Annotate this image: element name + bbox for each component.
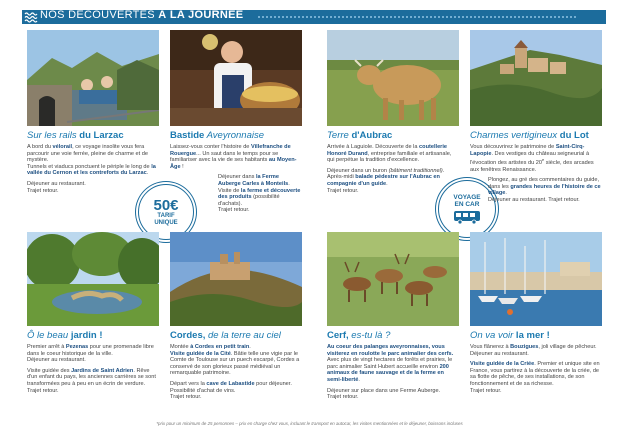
card-title: Cerf, es-tu là ?	[327, 330, 391, 341]
page-title	[40, 9, 243, 21]
photo-chef	[170, 30, 302, 126]
card-cerf	[327, 232, 459, 405]
photo-deer	[327, 232, 459, 326]
header-dots	[258, 10, 576, 24]
card-title: Sur les rails du Larzac	[27, 130, 124, 141]
card-title: Cordes, de la terre au ciel	[170, 330, 281, 341]
card-text: A bord du vélorail, ce voyage insolite vous fera parcourir une voie ferrée, pleine de charme et de mystère. Tunnels et viaducs ponctuent le périple le long de la vallée du Cernon et les contreforts du Larzac. Déjeuner au restaurant. Trajet retour.	[27, 144, 156, 194]
bus-icon	[453, 210, 481, 224]
photo-velorail	[27, 30, 159, 126]
price-label-2: UNIQUE	[154, 219, 178, 226]
title-suffix: À LA JOURNÉE	[158, 9, 244, 21]
title-prefix: NOS DÉCOUVERTES	[40, 9, 155, 21]
card-text: Laissez-vous conter l'histoire de Villefranche de Rouergue... Un saut dans le temps pour se familiariser avec la vie de ses habitants au Moyen-Âge ! Déjeuner dans la Ferme Auberge Carles à Monteils. Visite de la ferme et découverte des produits (possibilité d'achats). Trajet retour.	[170, 144, 301, 214]
card-villefranche	[170, 30, 302, 218]
photo-village	[470, 30, 602, 126]
card-jardin	[27, 232, 159, 398]
card-title: Bastide Aveyronnaise	[170, 130, 265, 141]
card-cordes	[170, 232, 302, 405]
photo-garden	[27, 232, 159, 326]
card-text: Montée à Cordes en petit train. Visite guidée de la Cité. Bâtie telle une vigie par le Comte de Toulouse sur un puech escarpé, Cordes a conservé de son glorieux passé médiéval un remarquable patrimoine. Départ vers la cave de Labastide pour déjeuner. Possibilité d'achat de vins. Trajet retour.	[170, 344, 300, 401]
footnote: *prix pour un minimum de 25 personnes – prix en charge chez vous, incluant le transport en autocar, les visites mentionnées et le déjeuner, boissons incluses	[156, 421, 463, 426]
bus-label: VOYAGE	[453, 194, 481, 201]
photo-cordes	[170, 232, 302, 326]
card-larzac	[27, 30, 159, 198]
photo-harbour	[470, 232, 602, 326]
card-text: Au coeur des palanges aveyronnaises, vous visiterez en roulotte le parc animalier des cerfs. Avec plus de vingt hectares de forêts et prairies, le parc animalier Saint Hubert accueille environ 200 animaux de faune sauvage et de la ferme en semi-liberté. Déjeuner sur place dans une Ferme Auberge. Trajet retour.	[327, 344, 454, 401]
card-aubrac	[327, 30, 459, 198]
bus-label-2: EN CAR	[454, 201, 480, 208]
card-lot	[470, 30, 602, 208]
card-text: Arrivée à Laguiole. Découverte de la coutellerie Honoré Durand, entreprise familiale et artisanale, qui perpétue la tradition d'excellence. Déjeuner dans un buron (bâtiment traditionnel). Après-midi balade pédestre sur l'Aubrac en compagnie d'un guide. Trajet retour.	[327, 144, 452, 194]
card-text: Premier arrêt à Pezenas pour une promenade libre dans le coeur historique de la ville. Déjeuner au restaurant. Visite guidée des Jardins de Saint Adrien. Rêve d'un enfant du pays, les anciennes carrières se sont transformées peu à peu en un écrin de verdure. Trajet retour.	[27, 344, 156, 394]
card-text: Vous flânerez à Bouzigues, joli village de pêcheur. Déjeuner au restaurant. Visite guidée de la Criée. Premier et unique site en France, vous partirez à la découverte de la criée, de sa flotte de pêche, de ses installations, de son fonctionnement et de sa richesse. Trajet retour.	[470, 344, 600, 394]
card-title: Terre d'Aubrac	[327, 130, 393, 141]
price-label: TARIF	[157, 212, 175, 219]
waves-icon	[24, 11, 38, 23]
card-title: Ô le beau jardin !	[27, 330, 103, 341]
photo-cow	[327, 30, 459, 126]
card-title: Charmes vertigineux du Lot	[470, 130, 589, 141]
card-title: On va voir la mer !	[470, 330, 550, 341]
price-value: 50€	[153, 196, 179, 214]
card-text: Vous découvrirez le patrimoine de Saint-Cirq-Lapopie. Des vestiges du château seigneurial à l'évocation des artistes du 20e siècle, des arcades aux fenêtres Renaissance. Plongez, au gré des commentaires du guide, dans les grandes heures de l'histoire de ce village. Déjeuner au restaurant. Trajet retour.	[470, 144, 601, 204]
card-mer	[470, 232, 602, 398]
